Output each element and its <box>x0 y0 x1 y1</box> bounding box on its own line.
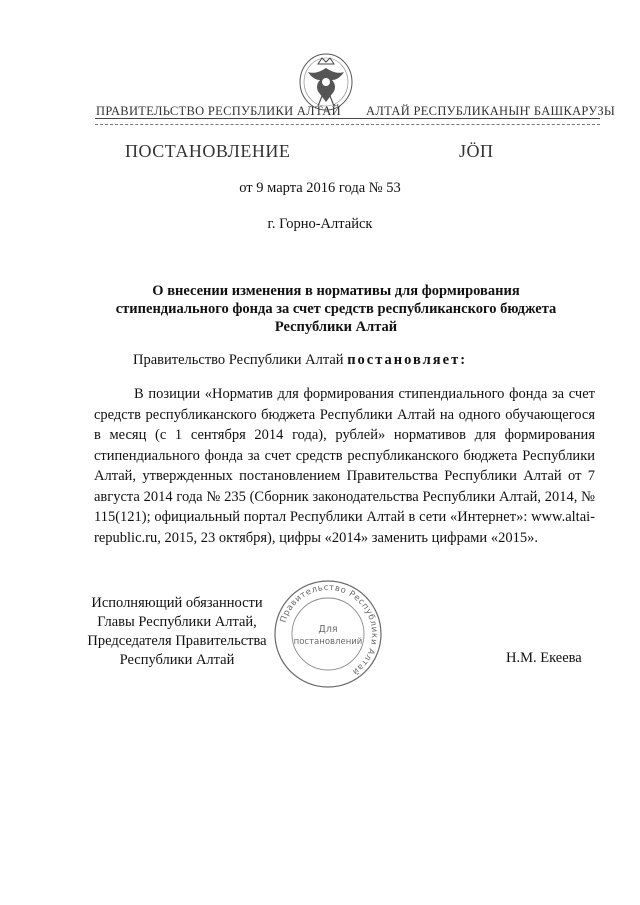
date-and-number: от 9 марта 2016 года № 53 <box>239 180 401 196</box>
signature-line: Республики Алтай <box>119 652 235 668</box>
coat-of-arms-emblem <box>296 52 356 112</box>
signature-line: Главы Республики Алтай, <box>97 614 257 630</box>
city: г. Горно-Алтайск <box>267 216 373 232</box>
signer-name: Н.М. Екеева <box>506 650 582 666</box>
stamp-outer-text: Правительство Республики Алтай <box>278 582 380 677</box>
signature-line: Председателя Правительства <box>87 633 267 649</box>
body-paragraph: В позиции «Норматив для формирования стипендиального фонда за счет средств республиканского бюджета Республики Алтай на одного обучающегося в месяц (с 1 сентября 2014 года), рублей» нормативов для формирования стипендиального фонда за счет средств республиканского бюджета Республики Алтай, утвержденных постановлением Правительства Республики Алтай от 7 августа 2014 года № 235 (Сборник законодательства Республики Алтай, 2014, № 115(121); официальный портал Республики Алтай в сети «Интернет»: www.altai-republic.ru, 2015, 23 октября), цифры «2014» заменить цифрами «2015». <box>94 386 595 546</box>
header-divider <box>95 118 600 119</box>
government-name-altai: АЛТАЙ РЕСПУБЛИКАНЫҤ БАШКАРУЗЫ <box>366 104 616 118</box>
title-line: Республики Алтай <box>274 319 398 335</box>
signature-line: Исполняющий обязанности <box>91 595 263 611</box>
government-name-russian: ПРАВИТЕЛЬСТВО РЕСПУБЛИКИ АЛТАЙ <box>96 104 341 118</box>
preamble-lead: Правительство Республики Алтай <box>133 352 348 368</box>
official-stamp <box>272 578 384 690</box>
preamble-decree: постановляет: <box>347 352 468 368</box>
stamp-inner-line: постановлений <box>293 637 363 647</box>
title-line: О внесении изменения в нормативы для формирования <box>152 283 520 299</box>
document-title <box>95 282 577 336</box>
doc-type-russian: ПОСТАНОВЛЕНИЕ <box>125 141 291 161</box>
preamble <box>133 352 467 369</box>
signature-block <box>72 594 282 670</box>
doc-type-altai: ЈӦП <box>459 141 494 161</box>
title-line: стипендиального фонда за счет средств республиканского бюджета <box>115 301 557 317</box>
header-divider-dashed <box>95 124 600 125</box>
stamp-inner-line: Для <box>318 624 338 635</box>
